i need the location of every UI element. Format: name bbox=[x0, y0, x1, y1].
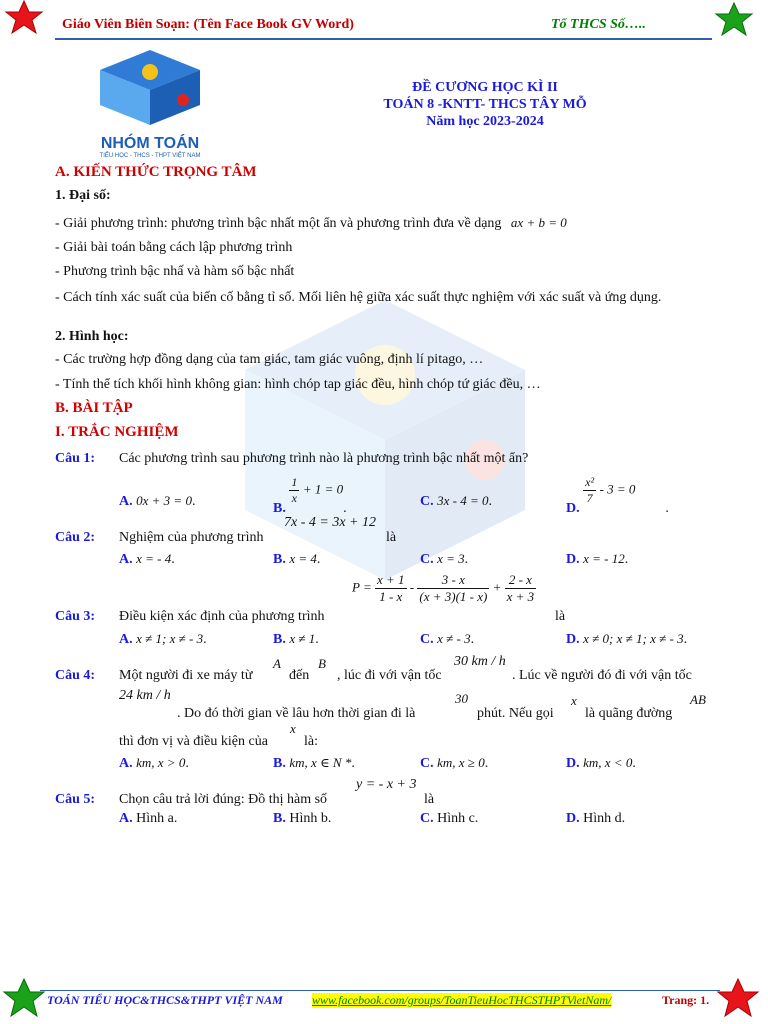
logo-subtext: TIỂU HỌC - THCS - THPT VIỆT NAM bbox=[99, 153, 201, 159]
question-text: Chọn câu trả lời đúng: Đồ thị hàm số bbox=[119, 792, 328, 807]
question-tail: là bbox=[424, 792, 435, 807]
algebra-item-2: - Giải bài toán bằng cách lập phương trình bbox=[55, 240, 293, 255]
speed-2: 24 km / h bbox=[119, 688, 171, 703]
geometry-item-2: - Tính thể tích khối hình không gian: hình chóp tap giác đều, hình chóp tứ giác đều, … bbox=[55, 377, 541, 392]
question-text-5: . Do đó thời gian về lâu hơn thời gian đi là bbox=[177, 706, 416, 721]
option-d[interactable]: D. x = - 12. bbox=[566, 551, 629, 567]
part1-heading: I. TRẮC NGHIỆM bbox=[55, 424, 179, 440]
header-group: Tổ THCS Số….. bbox=[551, 17, 646, 32]
logo-text: NHÓM TOÁN bbox=[100, 135, 200, 152]
question-tail: là bbox=[555, 609, 566, 624]
star-icon bbox=[2, 978, 46, 1018]
question-text-2: đến bbox=[289, 668, 310, 683]
star-icon bbox=[716, 978, 760, 1018]
question-text-3: , lúc đi với vận tốc bbox=[337, 668, 442, 683]
option-b[interactable]: B. km, x ∈ N *. bbox=[273, 755, 355, 771]
doc-title-line2: TOÁN 8 -KNTT- THCS TÂY MỖ bbox=[383, 97, 587, 112]
question-text-4: . Lúc về người đó đi với vận tốc bbox=[512, 668, 692, 683]
option-d[interactable]: D. x ≠ 0; x ≠ 1; x ≠ - 3. bbox=[566, 631, 688, 647]
question-equation: y = - x + 3 bbox=[356, 777, 417, 792]
algebra-item-3: - Phương trình bậc nhấ và hàm số bậc nhất bbox=[55, 264, 295, 279]
var-x: x bbox=[290, 721, 296, 736]
footer-link[interactable]: www.facebook.com/groups/ToanTieuHocTHCSTHPTVietNam/ bbox=[312, 993, 612, 1007]
header-divider bbox=[55, 38, 712, 40]
minutes: 30 bbox=[455, 691, 468, 706]
star-icon bbox=[712, 2, 756, 36]
question-text-9: là: bbox=[304, 734, 318, 749]
segment-ab: AB bbox=[690, 692, 706, 707]
point-a: A bbox=[273, 656, 281, 671]
doc-title-line1: ĐỀ CƯƠNG HỌC KÌ II bbox=[412, 80, 558, 95]
option-c[interactable]: C. 3x - 4 = 0. bbox=[420, 493, 492, 509]
algebra-item-4: - Cách tính xác suất của biến cố bằng tỉ số. Mối liên hệ giữa xác suất thực nghiệm với xác suất và ứng dụng. bbox=[55, 290, 662, 305]
doc-title-line3: Năm học 2023-2024 bbox=[426, 114, 544, 129]
footer-divider bbox=[40, 990, 720, 991]
question-label: Câu 4: bbox=[55, 668, 96, 683]
option-d[interactable]: D. Hình d. bbox=[566, 811, 626, 826]
option-a[interactable]: A. km, x > 0. bbox=[119, 755, 189, 771]
algebra-heading: 1. Đại số: bbox=[55, 188, 111, 203]
question-text-6: phút. Nếu gọi bbox=[477, 706, 554, 721]
option-a[interactable]: A. x ≠ 1; x ≠ - 3. bbox=[119, 631, 207, 647]
question-text: Các phương trình sau phương trình nào là phương trình bậc nhất một ẩn? bbox=[119, 451, 529, 466]
formula: ax + b = 0 bbox=[510, 215, 567, 230]
page-number: Trang: 1. bbox=[662, 993, 710, 1007]
question-label: Câu 1: bbox=[55, 451, 96, 466]
option-c[interactable]: C. km, x ≥ 0. bbox=[420, 755, 489, 771]
option-b[interactable]: B. x = 4. bbox=[273, 551, 321, 567]
var-x: x bbox=[571, 693, 577, 708]
point-b: B bbox=[318, 656, 326, 671]
section-b-heading: B. BÀI TẬP bbox=[55, 400, 133, 416]
question-label: Câu 5: bbox=[55, 792, 96, 807]
option-b[interactable]: B. Hình b. bbox=[273, 811, 332, 826]
option-b[interactable]: B. $\frac{1}{x}$ + 1 = 0. bbox=[273, 475, 347, 516]
question-formula: P = $\frac{x + 1}{1 - x}$ - $\frac{3 - x}{(x + 3)(1 - x)}$ + $\frac{2 - x}{x + 3}$ bbox=[352, 572, 535, 604]
option-c[interactable]: C. Hình c. bbox=[420, 811, 479, 826]
question-text: Nghiệm của phương trình bbox=[119, 530, 264, 545]
option-b[interactable]: B. x ≠ 1. bbox=[273, 631, 319, 647]
option-a[interactable]: A. x = - 4. bbox=[119, 551, 175, 567]
section-a-heading: A. KIẾN THỨC TRỌNG TÂM bbox=[55, 164, 257, 180]
logo bbox=[90, 50, 210, 160]
option-c[interactable]: C. x ≠ - 3. bbox=[420, 631, 475, 647]
star-icon bbox=[2, 0, 46, 34]
watermark-logo bbox=[215, 290, 555, 610]
option-a[interactable]: A. 0x + 3 = 0. bbox=[119, 493, 196, 509]
algebra-item-1: - Giải phương trình: phương trình bậc nhất một ẩn và phương trình đưa về dạng ax + b = 0 bbox=[55, 215, 567, 231]
question-label: Câu 3: bbox=[55, 609, 96, 624]
header-author: Giáo Viên Biên Soạn: (Tên Face Book GV Word) bbox=[62, 17, 354, 32]
footer-group-name: TOÁN TIỂU HỌC&THCS&THPT VIỆT NAM bbox=[47, 993, 283, 1007]
geometry-item-1: - Các trường hợp đồng dạng của tam giác, tam giác vuông, định lí pitago, … bbox=[55, 352, 484, 367]
option-c[interactable]: C. x = 3. bbox=[420, 551, 469, 567]
option-d[interactable]: D. km, x < 0. bbox=[566, 755, 636, 771]
question-label: Câu 2: bbox=[55, 530, 96, 545]
question-text: Điều kiện xác định của phương trình bbox=[119, 609, 325, 624]
speed-1: 30 km / h bbox=[454, 654, 506, 669]
question-equation: 7x - 4 = 3x + 12 bbox=[284, 515, 376, 530]
question-tail: là bbox=[386, 530, 397, 545]
option-a[interactable]: A. Hình a. bbox=[119, 811, 178, 826]
option-d[interactable]: D. $\frac{\text{x²}}{7}$ - 3 = 0. bbox=[566, 475, 669, 516]
question-text-1: Một người đi xe máy từ bbox=[119, 668, 253, 683]
geometry-heading: 2. Hình học: bbox=[55, 329, 129, 344]
question-text-7: là quãng đường bbox=[585, 706, 673, 721]
question-text-8: thì đơn vị và điều kiện của bbox=[119, 734, 268, 749]
